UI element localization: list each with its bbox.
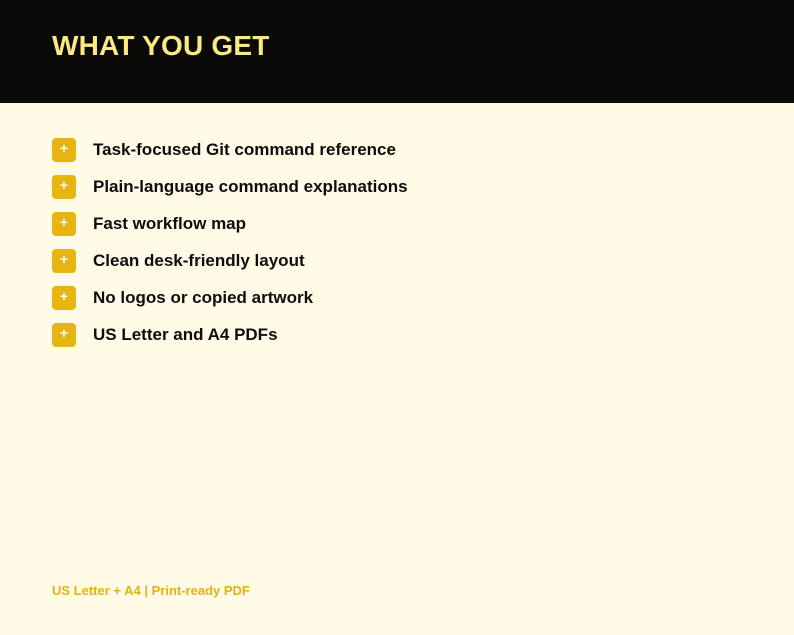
list-item: [52, 248, 408, 273]
feature-text: No logos or copied artwork: [93, 287, 314, 307]
plus-icon: +: [52, 323, 76, 347]
plus-icon: +: [52, 138, 76, 162]
plus-icon: +: [52, 286, 76, 310]
list-item: [52, 211, 408, 236]
header-band: [0, 0, 794, 103]
plus-icon: +: [52, 249, 76, 273]
feature-text: US Letter and A4 PDFs: [93, 324, 278, 344]
feature-list: [52, 137, 408, 359]
feature-text: Plain-language command explanations: [93, 176, 408, 196]
feature-text: Fast workflow map: [93, 213, 247, 233]
list-item: [52, 285, 408, 310]
feature-text: Task-focused Git command reference: [93, 139, 396, 159]
list-item: [52, 322, 408, 347]
page-title: WHAT YOU GET: [52, 30, 270, 61]
list-item: [52, 137, 408, 162]
plus-icon: +: [52, 212, 76, 236]
list-item: [52, 174, 408, 199]
plus-icon: +: [52, 175, 76, 199]
footer-note: US Letter + A4 | Print-ready PDF: [52, 583, 250, 598]
feature-text: Clean desk-friendly layout: [93, 250, 305, 270]
